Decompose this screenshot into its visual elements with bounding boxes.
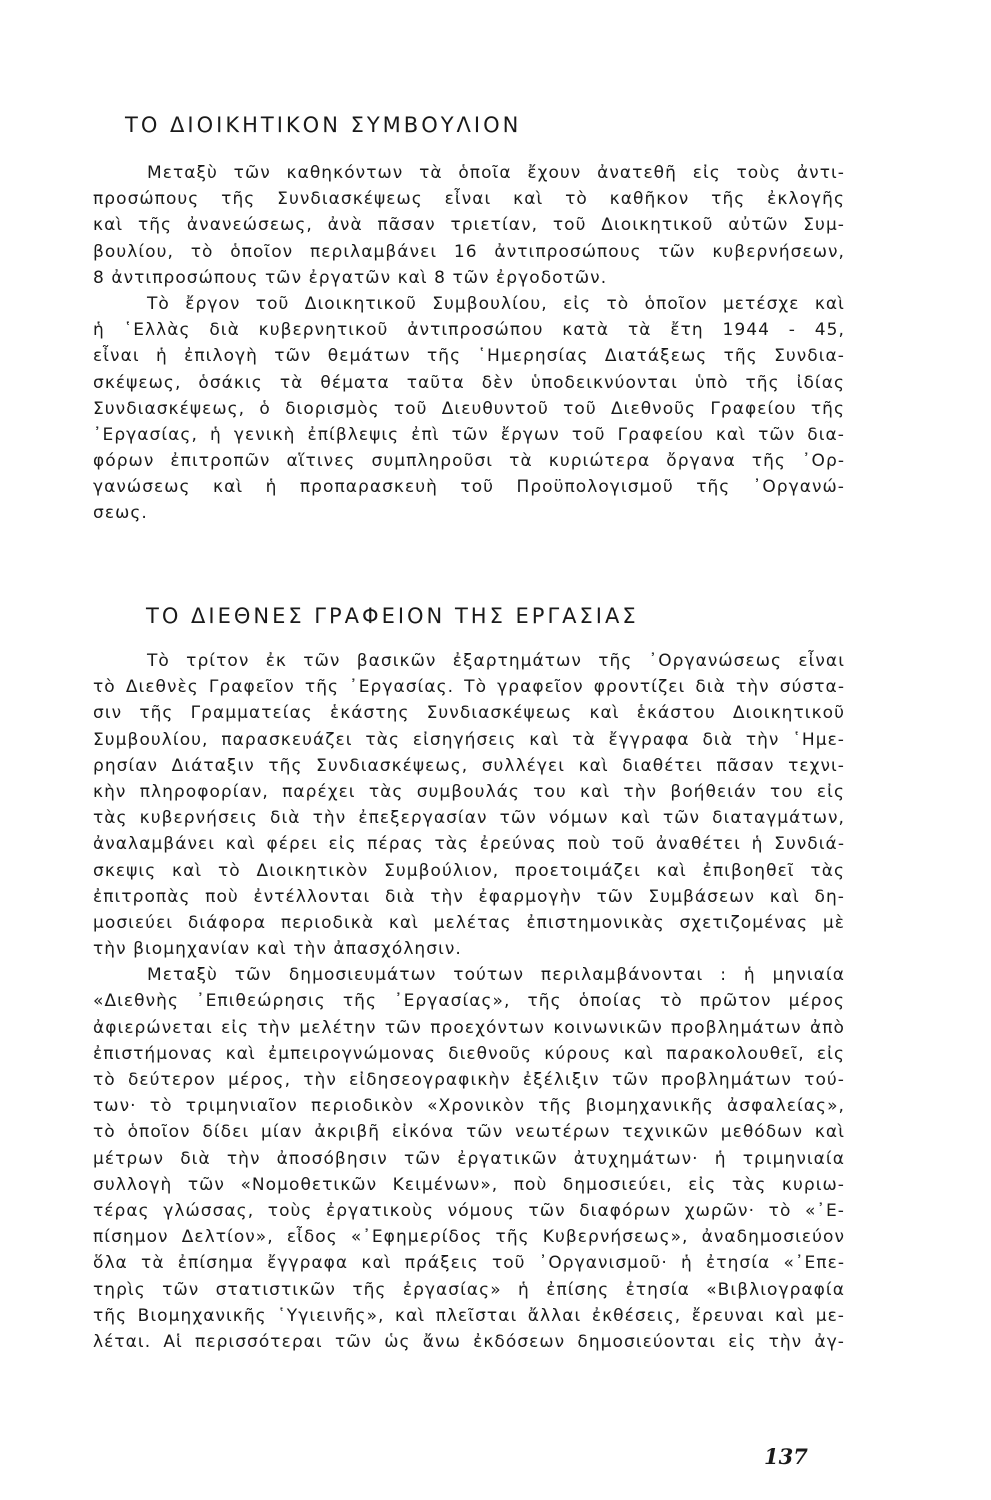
text-line: ρησίαν Διάταξιν τῆς Συνδιασκέψεως, συλλέγει καὶ διαθέτει πᾶσαν τεχνι- [93, 755, 845, 776]
text-line: σιν τῆς Γραμματείας ἑκάστης Συνδιασκέψεως καὶ ἑκάστου Διοικητικοῦ [93, 703, 845, 724]
text-line: πίσημον Δελτίον», εἶδος «᾿Εφημερίδος τῆς Κυβερνήσεως», ἀναδημοσιεύον [93, 1227, 845, 1248]
text-line: τῆς Βιομηχανικῆς ῾Υγιεινῆς», καὶ πλεῖσται ἄλλαι ἐκθέσεις, ἔρευναι καὶ με- [93, 1305, 845, 1326]
text-line: τὸ ὁποῖον δίδει μίαν ἀκριβῆ εἰκόνα τῶν νεωτέρων τεχνικῶν μεθόδων καὶ [93, 1122, 845, 1143]
text-line: ἡ ῾Ελλὰς διὰ κυβερνητικοῦ ἀντιπροσώπου κατὰ τὰ ἔτη 1944 - 45, [93, 320, 845, 341]
text-line: Συμβουλίου, παρασκευάζει τὰς εἰσηγήσεις καὶ τὰ ἔγγραφα διὰ τὴν ῾Ημε- [93, 729, 845, 750]
text-line: καὶ τῆς ἀνανεώσεως, ἀνὰ πᾶσαν τριετίαν, τοῦ Διοικητικοῦ αὐτῶν Συμ- [93, 215, 845, 236]
text-line: μοσιεύει διάφορα περιοδικὰ καὶ μελέτας ἐπιστημονικὰς σχετιζομένας μὲ [93, 912, 845, 933]
text-line: ὅλα τὰ ἐπίσημα ἔγγραφα καὶ πράξεις τοῦ ᾿Οργανισμοῦ· ἡ ἐτησία «᾿Επε- [93, 1253, 845, 1274]
text-line: των· τὸ τριμηνιαῖον περιοδικὸν «Χρονικὸν τῆς βιομηχανικῆς ἀσφαλείας», [93, 1096, 845, 1117]
section-body-international-labour-office [93, 648, 845, 1355]
text-line: τὴν βιομηχανίαν καὶ τὴν ἀπασχόλησιν. [93, 939, 462, 960]
text-line: ᾿Εργασίας, ἡ γενικὴ ἐπίβλεψις ἐπὶ τῶν ἔργων τοῦ Γραφείου καὶ τῶν δια- [93, 424, 845, 445]
text-line: ἐπιτροπὰς ποὺ ἐντέλλονται διὰ τὴν ἐφαρμογὴν τῶν Συμβάσεων καὶ δη- [93, 886, 845, 907]
text-line: Μεταξὺ τῶν καθηκόντων τὰ ὁποῖα ἔχουν ἀνατεθῆ εἰς τοὺς ἀντι- [147, 163, 845, 183]
section-body-administrative-council [93, 160, 845, 527]
text-line: τὸ Διεθνὲς Γραφεῖον τῆς ᾿Εργασίας. Τὸ γραφεῖον φροντίζει διὰ τὴν σύστα- [93, 677, 845, 698]
section-heading-international-labour-office: ΤΟ ΔΙΕΘΝΕΣ ΓΡΑΦΕΙΟΝ ΤΗΣ ΕΡΓΑΣΙΑΣ [146, 604, 639, 628]
text-line: τηρὶς τῶν στατιστικῶν τῆς ἐργασίας» ἡ ἐπίσης ἐτησία «Βιβλιογραφία [93, 1279, 845, 1300]
text-line: μέτρων διὰ τὴν ἀποσόβησιν τῶν ἐργατικῶν ἀτυχημάτων· ἡ τριμηνιαία [93, 1148, 845, 1169]
text-line: σεως. [93, 503, 148, 524]
text-line: γανώσεως καὶ ἡ προπαρασκευὴ τοῦ Προϋπολογισμοῦ τῆς ᾿Οργανώ- [93, 477, 845, 498]
page-number: 137 [764, 1444, 808, 1469]
text-line: ἀναλαμβάνει καὶ φέρει εἰς πέρας τὰς ἐρεύνας ποὺ τοῦ ἀναθέτει ἡ Συνδιά- [93, 834, 845, 855]
text-line: φόρων ἐπιτροπῶν αἵτινες συμπληροῦσι τὰ κυριώτερα ὄργανα τῆς ᾿Ορ- [93, 451, 845, 472]
text-line: τὰς κυβερνήσεις διὰ τὴν ἐπεξεργασίαν τῶν νόμων καὶ τῶν διαταγμάτων, [93, 808, 845, 829]
text-line: προσώπους τῆς Συνδιασκέψεως εἶναι καὶ τὸ καθῆκον τῆς ἐκλογῆς [93, 189, 845, 210]
text-line: 8 ἀντιπροσώπους τῶν ἐργατῶν καὶ 8 τῶν ἐργοδοτῶν. [93, 267, 608, 288]
section-heading-administrative-council: ΤΟ ΔΙΟΙΚΗΤΙΚΟΝ ΣΥΜΒΟΥΛΙΟΝ [125, 113, 522, 137]
text-line: συλλογὴ τῶν «Νομοθετικῶν Κειμένων», ποὺ δημοσιεύει, εἰς τὰς κυριω- [93, 1174, 845, 1195]
text-line: κὴν πληροφορίαν, παρέχει τὰς συμβουλάς του καὶ τὴν βοήθειάν του εἰς [93, 781, 845, 802]
text-line: σκεψις καὶ τὸ Διοικητικὸν Συμβούλιον, προετοιμάζει καὶ ἐπιβοηθεῖ τὰς [93, 860, 845, 881]
text-line: σκέψεως, ὁσάκις τὰ θέματα ταῦτα δὲν ὑποδεικνύονται ὑπὸ τῆς ἰδίας [93, 372, 845, 393]
text-line: Τὸ τρίτον ἐκ τῶν βασικῶν ἐξαρτημάτων τῆς ᾿Οργανώσεως εἶναι [147, 651, 845, 671]
text-line: ἀφιερώνεται εἰς τὴν μελέτην τῶν προεχόντων κοινωνικῶν προβλημάτων ἀπὸ [93, 1017, 845, 1038]
text-line: Συνδιασκέψεως, ὁ διορισμὸς τοῦ Διευθυντοῦ τοῦ Διεθνοῦς Γραφείου τῆς [93, 398, 845, 419]
text-line: «Διεθνὴς ᾿Επιθεώρησις τῆς ᾿Εργασίας», τῆς ὁποίας τὸ πρῶτον μέρος [93, 991, 845, 1012]
text-line: τὸ δεύτερον μέρος, τὴν εἰδησεογραφικὴν ἐξέλιξιν τῶν προβλημάτων τού- [93, 1070, 845, 1090]
text-line: εἶναι ἡ ἐπιλογὴ τῶν θεμάτων τῆς ῾Ημερησίας Διατάξεως τῆς Συνδια- [93, 346, 845, 367]
text-line: ἐπιστήμονας καὶ ἐμπειρογνώμονας διεθνοῦς κύρους καὶ παρακολουθεῖ, εἰς [93, 1043, 845, 1064]
text-line: βουλίου, τὸ ὁποῖον περιλαμβάνει 16 ἀντιπροσώπους τῶν κυβερνήσεων, [93, 241, 845, 262]
text-line: Τὸ ἔργον τοῦ Διοικητικοῦ Συμβουλίου, εἰς τὸ ὁποῖον μετέσχε καὶ [147, 293, 845, 314]
text-line: λέται. Αἱ περισσότεραι τῶν ὡς ἄνω ἐκδόσεων δημοσιεύονται εἰς τὴν ἀγ- [93, 1331, 845, 1352]
text-line: Μεταξὺ τῶν δημοσιευμάτων τούτων περιλαμβάνονται : ἡ μηνιαία [147, 965, 845, 986]
text-line: τέρας γλώσσας, τοὺς ἐργατικοὺς νόμους τῶν διαφόρων χωρῶν· τὸ «᾿Ε- [93, 1200, 845, 1221]
